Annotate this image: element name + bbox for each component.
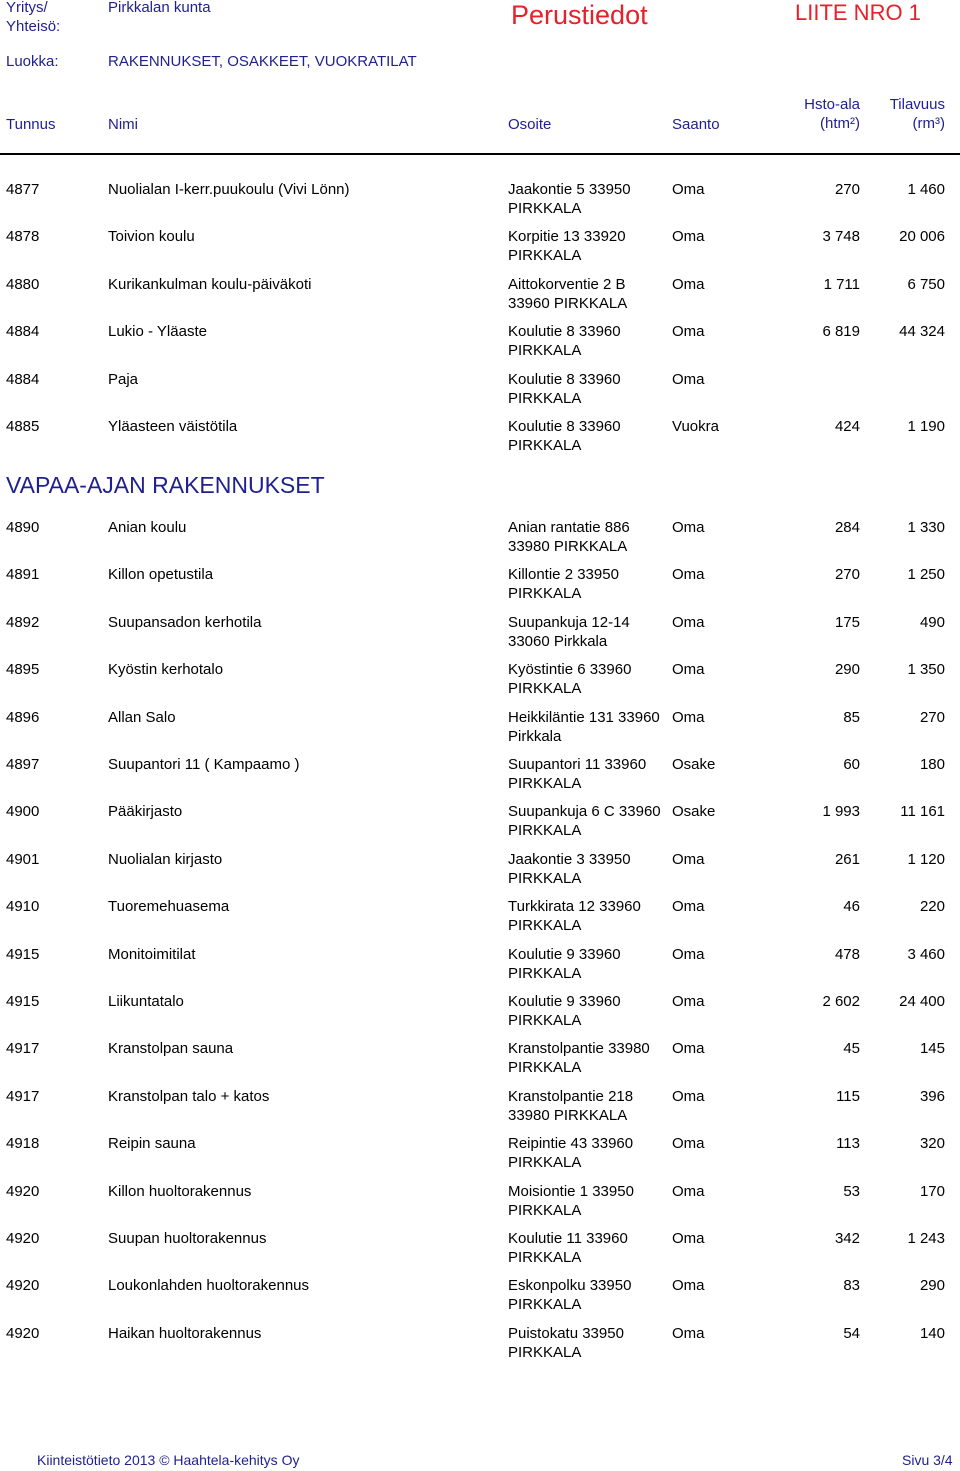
row-name: Suupantori 11 ( Kampaamo ) xyxy=(108,756,300,773)
class-value: RAKENNUKSET, OSAKKEET, VUOKRATILAT xyxy=(108,53,417,70)
col-header-name: Nimi xyxy=(108,116,138,133)
row-code: 4891 xyxy=(6,566,40,584)
row-code: 4884 xyxy=(6,323,40,341)
row-code: 4884 xyxy=(6,370,40,388)
row-address: Kranstolpantie 218 33980 PIRKKALA xyxy=(508,1087,634,1124)
table-row xyxy=(0,700,960,744)
row-address: Moisiontie 1 33950 PIRKKALA xyxy=(508,1182,634,1219)
row-address: Korpitie 13 33920 PIRKKALA xyxy=(508,228,626,265)
row-volume: 220 xyxy=(919,898,945,916)
row-volume: 1 190 xyxy=(907,418,945,435)
row-ownership: Oma xyxy=(672,228,705,246)
row-area: 83 xyxy=(843,1277,860,1295)
row-name: Loukonlahden huoltorakennus xyxy=(108,1277,309,1295)
row-ownership: Oma xyxy=(672,1182,705,1200)
row-name: Killon huoltorakennus xyxy=(108,1182,252,1200)
row-address: Suupankuja 6 C 33960 PIRKKALA xyxy=(508,803,661,840)
company-value: Pirkkalan kunta xyxy=(108,0,211,16)
row-name: Allan Salo xyxy=(108,708,176,726)
row-ownership: Oma xyxy=(672,661,705,679)
page-title: Perustiedot xyxy=(511,0,648,30)
row-name: Killon opetustila xyxy=(108,566,214,584)
row-code: 4880 xyxy=(6,275,40,293)
row-area: 54 xyxy=(843,1324,860,1342)
row-ownership: Oma xyxy=(672,323,705,341)
row-address: Suupantori 11 33960 PIRKKALA xyxy=(508,756,647,792)
row-address: Killontie 2 33950 PIRKKALA xyxy=(508,566,619,603)
row-volume: 1 350 xyxy=(907,661,945,679)
row-area: 284 xyxy=(834,519,860,536)
col-header-volume: Tilavuus (rm³) xyxy=(889,96,945,132)
row-area: 261 xyxy=(834,850,860,868)
row-name: Lukio - Yläaste xyxy=(108,323,207,341)
row-address: Turkkirata 12 33960 PIRKKALA xyxy=(508,898,641,935)
row-address: Suupankuja 12-14 33060 Pirkkala xyxy=(508,613,630,650)
row-address: Kranstolpantie 33980 PIRKKALA xyxy=(508,1040,650,1077)
row-ownership: Vuokra xyxy=(672,418,719,435)
row-ownership: Oma xyxy=(672,275,705,293)
row-area: 342 xyxy=(834,1230,860,1247)
row-address: Koulutie 8 33960 PIRKKALA xyxy=(508,323,621,360)
row-ownership: Oma xyxy=(672,181,705,198)
row-area: 270 xyxy=(834,566,860,584)
table-row xyxy=(0,510,960,554)
row-ownership: Osake xyxy=(672,803,716,821)
table-row xyxy=(0,1316,960,1360)
row-address: Koulutie 8 33960 PIRKKALA xyxy=(508,370,621,407)
col-header-address: Osoite xyxy=(508,116,552,133)
row-volume: 1 243 xyxy=(907,1230,945,1247)
row-volume: 180 xyxy=(919,756,945,773)
row-address: Heikkiläntie 131 33960 Pirkkala xyxy=(508,708,660,745)
row-code: 4896 xyxy=(6,708,40,726)
row-area: 2 602 xyxy=(822,993,860,1010)
row-volume: 6 750 xyxy=(907,275,945,293)
row-address: Koulutie 8 33960 PIRKKALA xyxy=(508,418,621,454)
row-ownership: Oma xyxy=(672,566,705,584)
row-name: Suupansadon kerhotila xyxy=(108,613,262,631)
row-volume: 20 006 xyxy=(899,228,945,246)
row-address: Anian rantatie 886 33980 PIRKKALA xyxy=(508,519,630,555)
company-label: Yritys/ Yhteisö: xyxy=(6,0,61,35)
row-code: 4920 xyxy=(6,1324,40,1342)
row-code: 4915 xyxy=(6,993,40,1010)
row-code: 4918 xyxy=(6,1135,40,1153)
row-name: Kranstolpan talo + katos xyxy=(108,1087,270,1105)
table-row xyxy=(0,1126,960,1170)
row-ownership: Oma xyxy=(672,1040,705,1058)
table-row xyxy=(0,937,960,981)
row-area: 115 xyxy=(836,1087,860,1105)
row-name: Suupan huoltorakennus xyxy=(108,1230,267,1247)
table-row xyxy=(0,1079,960,1123)
row-name: Kranstolpan sauna xyxy=(108,1040,234,1058)
col-header-area: Hsto-ala (htm²) xyxy=(804,96,860,132)
row-name: Kyöstin kerhotalo xyxy=(108,661,224,679)
row-address: Kyöstintie 6 33960 PIRKKALA xyxy=(508,661,632,698)
row-volume: 3 460 xyxy=(907,945,945,963)
row-code: 4892 xyxy=(6,613,40,631)
appendix-label: LIITE NRO 1 xyxy=(795,0,921,25)
row-code: 4915 xyxy=(6,945,40,963)
row-name: Monitoimitilat xyxy=(108,945,196,963)
row-area: 45 xyxy=(843,1040,860,1058)
row-name: Haikan huoltorakennus xyxy=(108,1324,262,1342)
row-volume: 1 120 xyxy=(907,850,945,868)
row-area: 53 xyxy=(843,1182,860,1200)
row-name: Anian koulu xyxy=(108,519,187,536)
table-row xyxy=(0,267,960,311)
row-ownership: Oma xyxy=(672,708,705,726)
row-area: 60 xyxy=(843,756,860,773)
footer-page: Sivu 3/4 xyxy=(902,1452,953,1468)
row-code: 4917 xyxy=(6,1087,40,1105)
row-ownership: Oma xyxy=(672,1277,705,1295)
row-name: Pääkirjasto xyxy=(108,803,183,821)
row-code: 4920 xyxy=(6,1277,40,1295)
row-ownership: Oma xyxy=(672,993,705,1010)
row-area: 85 xyxy=(843,708,860,726)
row-ownership: Oma xyxy=(672,519,705,536)
table-row xyxy=(0,362,960,406)
table-row xyxy=(0,314,960,358)
row-ownership: Oma xyxy=(672,945,705,963)
row-code: 4877 xyxy=(6,181,40,198)
row-address: Aittokorventie 2 B 33960 PIRKKALA xyxy=(508,275,628,312)
row-address: Puistokatu 33950 PIRKKALA xyxy=(508,1324,624,1361)
row-volume: 11 161 xyxy=(900,803,945,821)
row-area: 424 xyxy=(834,418,860,435)
class-label: Luokka: xyxy=(6,53,59,70)
row-volume: 44 324 xyxy=(899,323,945,341)
row-code: 4901 xyxy=(6,850,40,868)
row-volume: 396 xyxy=(919,1087,945,1105)
table-row xyxy=(0,1268,960,1312)
table-row xyxy=(0,747,960,791)
footer-left: Kiinteistötieto 2013 © Haahtela-kehitys Oy xyxy=(37,1452,300,1468)
row-address: Reipintie 43 33960 PIRKKALA xyxy=(508,1135,634,1172)
table-row xyxy=(0,1174,960,1218)
row-area: 1 993 xyxy=(822,803,860,821)
table-row xyxy=(0,172,960,216)
table-row xyxy=(0,984,960,1028)
table-row xyxy=(0,889,960,933)
col-header-ownership: Saanto xyxy=(672,116,720,133)
row-name: Yläasteen väistötila xyxy=(108,418,238,435)
table-row xyxy=(0,1221,960,1265)
row-address: Jaakontie 3 33950 PIRKKALA xyxy=(508,850,631,887)
row-name: Liikuntatalo xyxy=(108,993,184,1010)
row-volume: 320 xyxy=(919,1135,945,1153)
row-area: 3 748 xyxy=(822,228,860,246)
col-header-code: Tunnus xyxy=(6,116,56,133)
row-name: Nuolialan I-kerr.puukoulu (Vivi Lönn) xyxy=(108,181,350,198)
row-name: Paja xyxy=(108,370,139,388)
row-name: Toivion koulu xyxy=(108,228,195,246)
section-title: VAPAA-AJAN RAKENNUKSET xyxy=(6,472,325,498)
row-address: Jaakontie 5 33950 PIRKKALA xyxy=(508,181,631,217)
row-code: 4897 xyxy=(6,756,40,773)
row-address: Koulutie 11 33960 PIRKKALA xyxy=(508,1230,628,1266)
table-row xyxy=(0,652,960,696)
table-row xyxy=(0,794,960,838)
row-code: 4910 xyxy=(6,898,40,916)
row-area: 1 711 xyxy=(823,275,860,293)
row-code: 4917 xyxy=(6,1040,40,1058)
row-code: 4920 xyxy=(6,1182,40,1200)
row-address: Eskonpolku 33950 PIRKKALA xyxy=(508,1277,632,1314)
row-area: 113 xyxy=(836,1135,860,1153)
row-volume: 270 xyxy=(919,708,945,726)
row-address: Koulutie 9 33960 PIRKKALA xyxy=(508,945,621,982)
row-name: Kurikankulman koulu-päiväkoti xyxy=(108,275,312,293)
row-area: 46 xyxy=(843,898,860,916)
row-code: 4895 xyxy=(6,661,40,679)
table-row xyxy=(0,557,960,601)
row-volume: 1 330 xyxy=(907,519,945,536)
row-name: Tuoremehuasema xyxy=(108,898,230,916)
row-area: 6 819 xyxy=(822,323,860,341)
row-code: 4885 xyxy=(6,418,40,435)
row-area: 290 xyxy=(834,661,860,679)
row-volume: 24 400 xyxy=(899,993,945,1010)
row-volume: 1 460 xyxy=(907,181,945,198)
row-ownership: Oma xyxy=(672,898,705,916)
row-ownership: Oma xyxy=(672,1230,705,1247)
row-area: 270 xyxy=(834,181,860,198)
row-ownership: Osake xyxy=(672,756,716,773)
row-code: 4920 xyxy=(6,1230,40,1247)
row-address: Koulutie 9 33960 PIRKKALA xyxy=(508,993,621,1029)
header-divider xyxy=(0,153,960,155)
row-area: 478 xyxy=(834,945,860,963)
row-ownership: Oma xyxy=(672,1135,705,1153)
table-row xyxy=(0,409,960,453)
row-ownership: Oma xyxy=(672,370,705,388)
row-code: 4878 xyxy=(6,228,40,246)
row-ownership: Oma xyxy=(672,1324,705,1342)
row-volume: 145 xyxy=(919,1040,945,1058)
row-volume: 490 xyxy=(919,613,945,631)
row-ownership: Oma xyxy=(672,613,705,631)
table-row xyxy=(0,1031,960,1075)
table-row xyxy=(0,605,960,649)
row-name: Reipin sauna xyxy=(108,1135,196,1153)
row-code: 4890 xyxy=(6,519,40,536)
table-row xyxy=(0,219,960,263)
row-area: 175 xyxy=(834,613,860,631)
row-name: Nuolialan kirjasto xyxy=(108,850,223,868)
row-code: 4900 xyxy=(6,803,40,821)
row-volume: 290 xyxy=(919,1277,945,1295)
row-volume: 140 xyxy=(919,1324,945,1342)
row-volume: 1 250 xyxy=(907,566,945,584)
table-row xyxy=(0,842,960,886)
row-ownership: Oma xyxy=(672,850,705,868)
row-ownership: Oma xyxy=(672,1087,705,1105)
row-volume: 170 xyxy=(919,1182,945,1200)
